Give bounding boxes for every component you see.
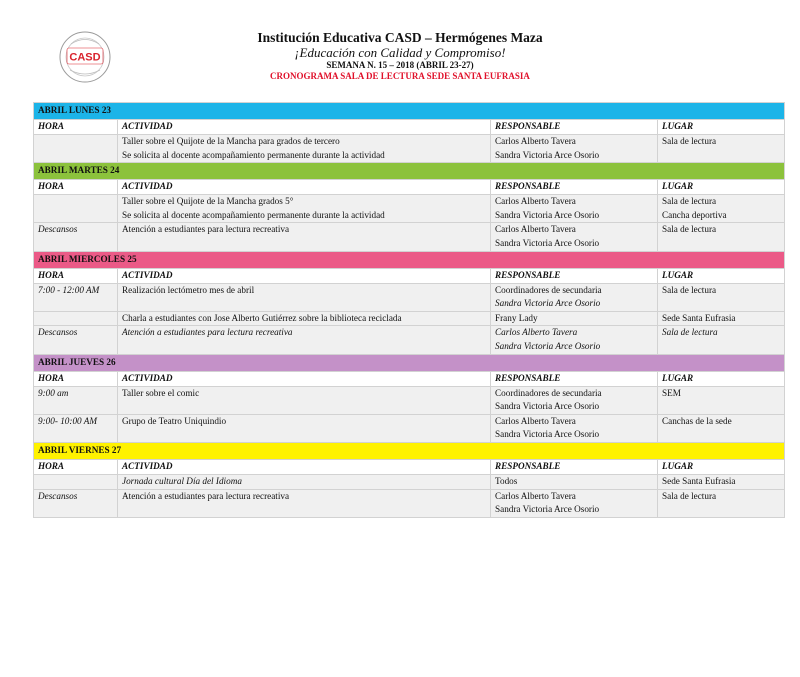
cell-responsable [491, 223, 658, 251]
cell-lugar [658, 326, 785, 354]
responsable-line: Coordinadores de secundaria [495, 284, 602, 295]
cell-hora [34, 195, 118, 223]
cell-lugar [658, 283, 785, 311]
cell-actividad [118, 386, 491, 414]
cell-responsable [491, 386, 658, 414]
motto: ¡Educación con Calidad y Compromiso! [294, 45, 506, 60]
cell-actividad [118, 311, 491, 326]
cell-lugar [658, 414, 785, 442]
column-header-responsable: RESPONSABLE [491, 268, 658, 283]
schedule-row [34, 135, 785, 163]
column-header-actividad: ACTIVIDAD [118, 268, 491, 283]
actividad-line: Atención a estudiantes para lectura recreativa [122, 224, 290, 235]
column-header-lugar: LUGAR [658, 371, 785, 386]
cell-hora: 9:00 am [34, 386, 118, 414]
column-header-hora: HORA [34, 371, 118, 386]
cell-lugar [658, 223, 785, 251]
lugar-line: Sala de lectura [662, 490, 717, 501]
actividad-line: Taller sobre el comic [122, 387, 200, 398]
responsable-line: Sandra Victoria Arce Osorio [495, 237, 600, 248]
responsable-line: Carlos Alberto Tavera [495, 415, 576, 426]
responsable-line: Sandra Victoria Arce Osorio [495, 149, 600, 160]
column-header-responsable: RESPONSABLE [491, 180, 658, 195]
cell-lugar [658, 489, 785, 517]
actividad-line: Se solicita al docente acompañamiento permanente durante la actividad [122, 209, 385, 220]
lugar-line: Sede Santa Eufrasia [662, 475, 736, 486]
column-header-actividad: ACTIVIDAD [118, 459, 491, 474]
cell-actividad [118, 283, 491, 311]
actividad-line: Jornada cultural Día del Idioma [122, 475, 242, 486]
day-label: ABRIL JUEVES 26 [34, 354, 785, 371]
column-header-row [34, 371, 785, 386]
cell-hora [34, 311, 118, 326]
cell-actividad [118, 195, 491, 223]
schedule-row [34, 283, 785, 311]
day-header-row [34, 442, 785, 459]
lugar-line: Sala de lectura [662, 284, 717, 295]
cell-hora [34, 135, 118, 163]
cell-responsable [491, 283, 658, 311]
actividad-line: Taller sobre el Quijote de la Mancha para grados de tercero [122, 136, 340, 146]
day-label: ABRIL VIERNES 27 [34, 442, 785, 459]
column-header-actividad: ACTIVIDAD [118, 120, 491, 135]
cell-responsable [491, 474, 658, 489]
cell-lugar [658, 474, 785, 489]
day-header-row [34, 354, 785, 371]
responsable-line: Carlos Alberto Tavera [495, 196, 576, 207]
lugar-line: Sala de lectura [662, 327, 718, 338]
cell-actividad [118, 223, 491, 251]
responsable-line: Carlos Alberto Tavera [495, 224, 576, 235]
actividad-line: Taller sobre el Quijote de la Mancha grados 5° [122, 196, 294, 207]
responsable-line: Sandra Victoria Arce Osorio [495, 340, 601, 351]
responsable-line: Sandra Victoria Arce Osorio [495, 209, 600, 220]
column-header-actividad: ACTIVIDAD [118, 371, 491, 386]
cell-responsable [491, 326, 658, 354]
lugar-line: Sala de lectura [662, 136, 717, 146]
casd-logo [58, 30, 112, 84]
responsable-line: Sandra Victoria Arce Osorio [495, 298, 601, 309]
actividad-line: Grupo de Teatro Uniquindio [122, 415, 227, 426]
cell-hora [34, 474, 118, 489]
cell-responsable [491, 489, 658, 517]
column-header-actividad: ACTIVIDAD [118, 180, 491, 195]
column-header-row [34, 180, 785, 195]
lugar-line: Canchas de la sede [662, 415, 732, 426]
cell-actividad [118, 414, 491, 442]
lugar-line: Sede Santa Eufrasia [662, 312, 736, 323]
day-header-row [34, 251, 785, 268]
cell-lugar [658, 386, 785, 414]
column-header-lugar: LUGAR [658, 268, 785, 283]
column-header-lugar: LUGAR [658, 459, 785, 474]
responsable-line: Carlos Alberto Tavera [495, 490, 576, 501]
schedule-row [34, 414, 785, 442]
day-header-row [34, 163, 785, 180]
cell-hora: 9:00- 10:00 AM [34, 414, 118, 442]
column-header-hora: HORA [34, 120, 118, 135]
actividad-line: Charla a estudiantes con Jose Alberto Gutiérrez sobre la biblioteca reciclada [122, 312, 402, 323]
cell-actividad [118, 474, 491, 489]
responsable-line: Sandra Victoria Arce Osorio [495, 401, 600, 412]
cell-responsable [491, 311, 658, 326]
institution-title: Institución Educativa CASD – Hermógenes Maza [257, 30, 543, 45]
lugar-line: Sala de lectura [662, 196, 717, 207]
schedule-row [34, 489, 785, 517]
actividad-line: Atención a estudiantes para lectura recreativa [122, 490, 290, 501]
cell-actividad [118, 489, 491, 517]
column-header-row [34, 268, 785, 283]
schedule-row [34, 474, 785, 489]
column-header-row [34, 459, 785, 474]
responsable-line: Sandra Victoria Arce Osorio [495, 429, 600, 440]
actividad-line: Realización lectómetro mes de abril [122, 284, 255, 295]
cell-hora: Descansos [34, 489, 118, 517]
schedule-row [34, 311, 785, 326]
column-header-lugar: LUGAR [658, 180, 785, 195]
cell-hora: 7:00 - 12:00 AM [34, 283, 118, 311]
actividad-line: Atención a estudiantes para lectura recreativa [122, 327, 293, 338]
lugar-line: Sala de lectura [662, 224, 717, 235]
responsable-line: Frany Lady [495, 312, 538, 323]
schedule-subtitle: CRONOGRAMA SALA DE LECTURA SEDE SANTA EUFRASIA [270, 71, 530, 81]
column-header-responsable: RESPONSABLE [491, 371, 658, 386]
lugar-line: SEM [662, 387, 681, 398]
responsable-line: Carlos Alberto Tavera [495, 136, 576, 146]
column-header-hora: HORA [34, 268, 118, 283]
day-header-row [34, 103, 785, 120]
week-label: SEMANA N. 15 – 2018 (ABRIL 23-27) [326, 60, 474, 70]
cell-actividad [118, 135, 491, 163]
column-header-hora: HORA [34, 459, 118, 474]
responsable-line: Carlos Alberto Tavera [495, 327, 578, 338]
responsable-line: Todos [495, 475, 518, 486]
actividad-line: Se solicita al docente acompañamiento permanente durante la actividad [122, 149, 385, 160]
responsable-line: Coordinadores de secundaria [495, 387, 602, 398]
schedule-row [34, 223, 785, 251]
cell-responsable [491, 414, 658, 442]
lugar-line: Cancha deportiva [662, 209, 727, 220]
cell-lugar [658, 135, 785, 163]
column-header-lugar: LUGAR [658, 120, 785, 135]
day-label: ABRIL MIERCOLES 25 [34, 251, 785, 268]
column-header-responsable: RESPONSABLE [491, 459, 658, 474]
schedule-table [33, 102, 785, 518]
column-header-hora: HORA [34, 180, 118, 195]
responsable-line: Sandra Victoria Arce Osorio [495, 504, 600, 515]
column-header-responsable: RESPONSABLE [491, 120, 658, 135]
cell-hora: Descansos [34, 223, 118, 251]
day-label: ABRIL MARTES 24 [34, 163, 785, 180]
cell-lugar [658, 311, 785, 326]
logo-text: CASD [69, 51, 101, 64]
schedule-row [34, 195, 785, 223]
cell-actividad [118, 326, 491, 354]
schedule-row [34, 326, 785, 354]
column-header-row [34, 120, 785, 135]
cell-lugar [658, 195, 785, 223]
schedule-row [34, 386, 785, 414]
cell-responsable [491, 195, 658, 223]
day-label: ABRIL LUNES 23 [34, 103, 785, 120]
cell-hora: Descansos [34, 326, 118, 354]
cell-responsable [491, 135, 658, 163]
